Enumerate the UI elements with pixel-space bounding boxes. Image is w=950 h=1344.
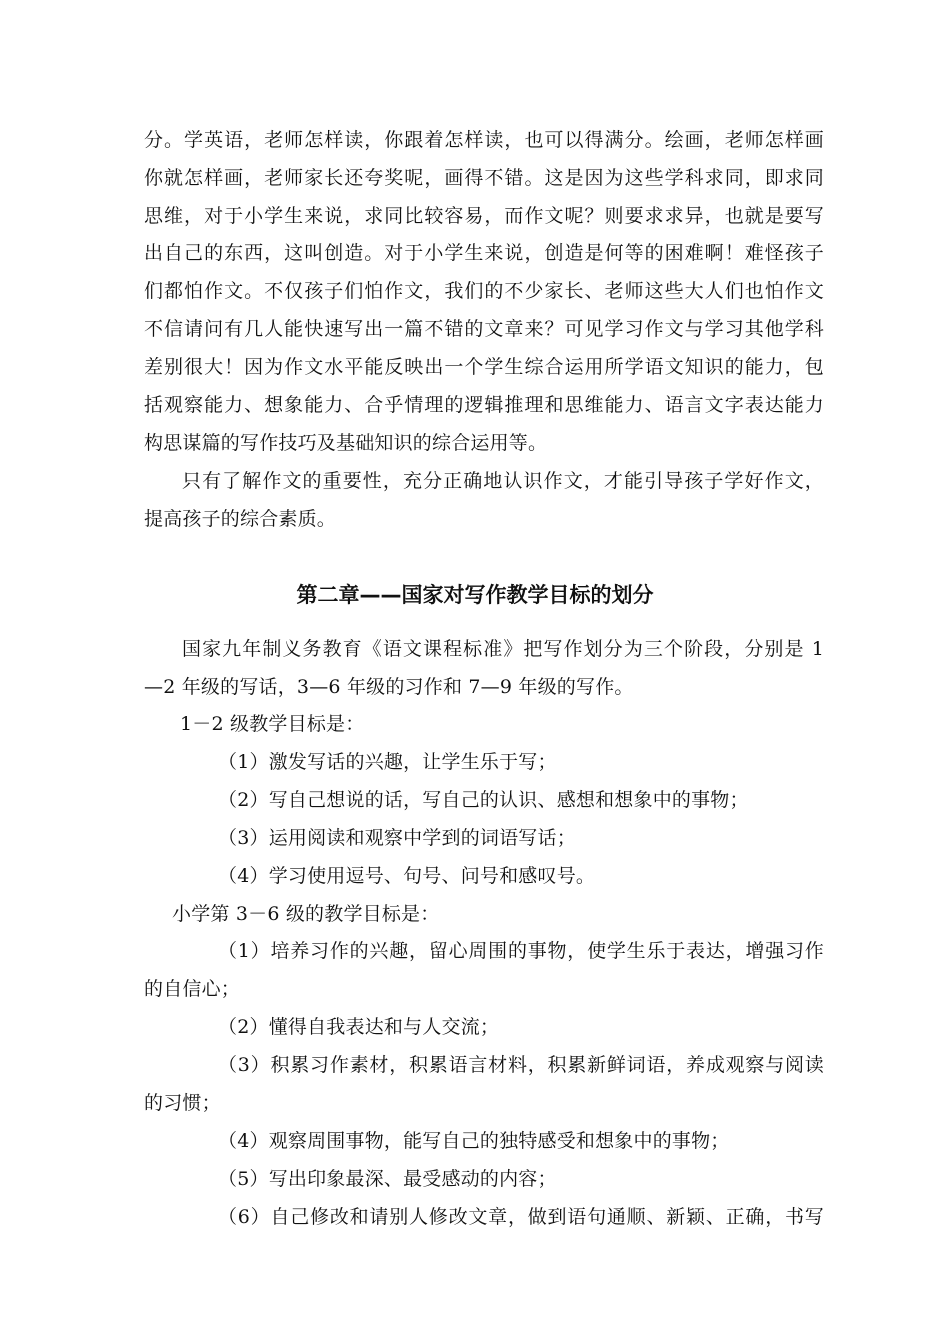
paragraph-line: 提高孩子的综合素质。 — [144, 508, 337, 530]
paragraph-line: 构思谋篇的写作技巧及基础知识的综合运用等。 — [144, 432, 548, 454]
list-item-continuation: 的习惯； — [144, 1092, 221, 1114]
chapter-title: 第二章——国家对写作教学目标的划分 — [296, 583, 654, 607]
paragraph-line: 们都怕作文。不仅孩子们怕作文，我们的不少家长、老师这些大人们也怕作文 — [144, 280, 824, 302]
intro-line: —2 年级的写话，3—6 年级的习作和 7—9 年级的写作。 — [144, 676, 634, 698]
list-item: （3）运用阅读和观察中学到的词语写话； — [218, 827, 576, 849]
list-item: （2）懂得自我表达和与人交流； — [218, 1016, 500, 1038]
paragraph-line: 只有了解作文的重要性，充分正确地认识作文，才能引导孩子学好作文， — [182, 470, 824, 492]
paragraph-line: 你就怎样画，老师家长还夸奖呢，画得不错。这是因为这些学科求同，即求同 — [144, 167, 824, 189]
paragraph-line: 不信请问有几人能快速写出一篇不错的文章来？可见学习作文与学习其他学科 — [144, 318, 824, 340]
intro-line: 国家九年制义务教育《语文课程标准》把写作划分为三个阶段，分别是 1 — [182, 638, 824, 660]
list-item: （6）自己修改和请别人修改文章，做到语句通顺、新颖、正确，书写 — [218, 1206, 824, 1228]
list-item-continuation: 的自信心； — [144, 978, 241, 1000]
paragraph-line: 分。学英语，老师怎样读，你跟着怎样读，也可以得满分。绘画，老师怎样画 — [144, 129, 824, 151]
list-item: （5）写出印象最深、最受感动的内容； — [218, 1168, 557, 1190]
paragraph-line: 思维，对于小学生来说，求同比较容易，而作文呢？则要求求异，也就是要写 — [144, 205, 824, 227]
paragraph-line: 出自己的东西，这叫创造。对于小学生来说，创造是何等的困难啊！难怪孩子 — [144, 242, 824, 264]
list-item: （1）激发写话的兴趣，让学生乐于写； — [218, 751, 557, 773]
paragraph-line: 括观察能力、想象能力、合乎情理的逻辑推理和思维能力、语言文字表达能力 — [144, 394, 824, 416]
list-item: （4）学习使用逗号、句号、问号和感叹号。 — [218, 865, 596, 887]
list-item: （2）写自己想说的话，写自己的认识、感想和想象中的事物； — [218, 789, 749, 811]
paragraph-line: 差别很大！因为作文水平能反映出一个学生综合运用所学语文知识的能力，包 — [144, 356, 824, 378]
list-item: （3）积累习作素材，积累语言材料，积累新鲜词语，养成观察与阅读 — [218, 1054, 824, 1076]
section-heading: 小学第 3－6 级的教学目标是： — [172, 903, 440, 925]
list-item: （4）观察周围事物，能写自己的独特感受和想象中的事物； — [218, 1130, 730, 1152]
list-item: （1）培养习作的兴趣，留心周围的事物，使学生乐于表达，增强习作 — [218, 940, 824, 962]
section-heading: 1－2 级教学目标是： — [180, 713, 365, 735]
